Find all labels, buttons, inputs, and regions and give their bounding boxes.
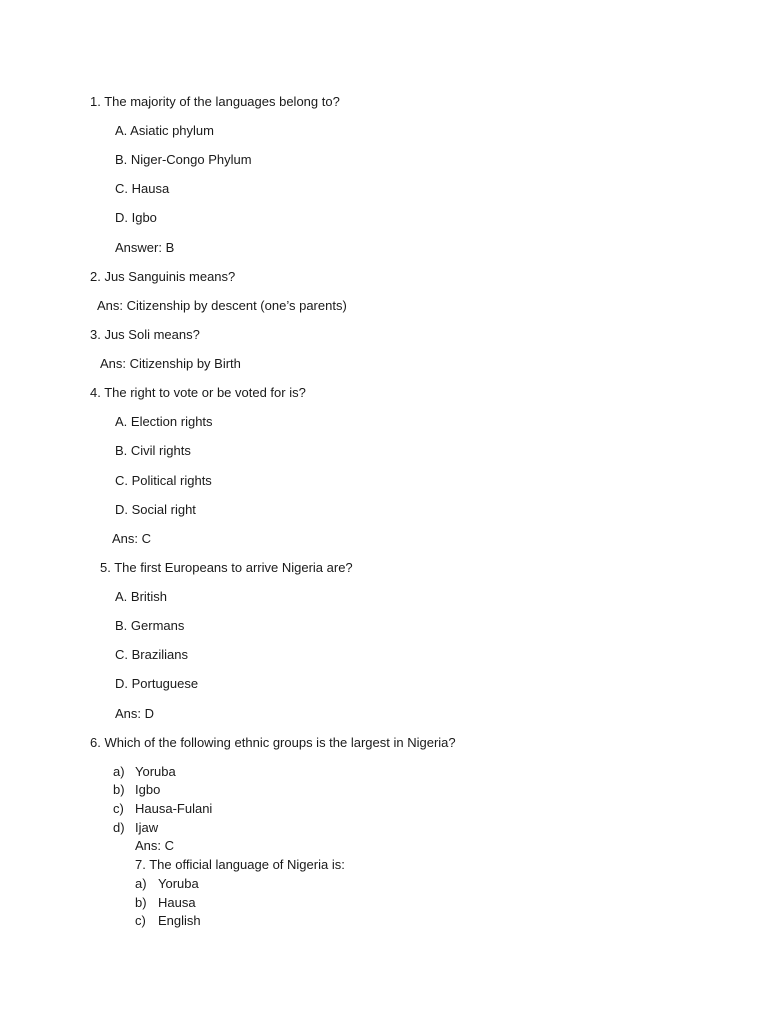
q6-answer: Ans: C bbox=[135, 838, 175, 853]
q1-option-b: B. Niger-Congo Phylum bbox=[115, 152, 252, 167]
question-4: 4. The right to vote or be voted for is? bbox=[90, 385, 306, 400]
q6-option-d-label: d) bbox=[113, 820, 125, 835]
q6-option-d-text: Ijaw bbox=[135, 820, 159, 835]
q4-option-c: C. Political rights bbox=[115, 473, 212, 488]
q1-option-c: C. Hausa bbox=[115, 181, 170, 196]
question-6: 6. Which of the following ethnic groups is the largest in Nigeria? bbox=[90, 735, 456, 750]
q5-option-b: B. Germans bbox=[115, 618, 185, 633]
question-1: 1. The majority of the languages belong to? bbox=[90, 94, 340, 109]
q7-option-b-text: Hausa bbox=[158, 895, 196, 910]
q7-option-c-text: English bbox=[158, 913, 201, 928]
q5-answer: Ans: D bbox=[115, 706, 155, 721]
q4-answer: Ans: C bbox=[112, 531, 152, 546]
q5-option-a: A. British bbox=[115, 589, 168, 604]
q6-option-c-label: c) bbox=[113, 801, 124, 816]
question-5: 5. The first Europeans to arrive Nigeria are? bbox=[100, 560, 353, 575]
q7-option-c bbox=[135, 913, 201, 929]
q6-option-a-text: Yoruba bbox=[135, 764, 176, 779]
question-3: 3. Jus Soli means? bbox=[90, 327, 200, 342]
q5-option-c: C. Brazilians bbox=[115, 647, 188, 662]
question-2: 2. Jus Sanguinis means? bbox=[90, 269, 236, 284]
q7-option-b bbox=[135, 895, 196, 911]
q7-option-a bbox=[135, 876, 199, 892]
q3-answer: Ans: Citizenship by Birth bbox=[100, 356, 241, 371]
q6-option-d bbox=[113, 820, 159, 836]
q7-option-c-label: c) bbox=[135, 913, 146, 928]
q6-option-b bbox=[113, 782, 161, 798]
q7-option-b-label: b) bbox=[135, 895, 147, 910]
q4-option-d: D. Social right bbox=[115, 502, 196, 517]
q7-option-a-label: a) bbox=[135, 876, 147, 891]
q4-option-a: A. Election rights bbox=[115, 414, 213, 429]
q1-option-a: A. Asiatic phylum bbox=[115, 123, 214, 138]
q6-option-b-text: Igbo bbox=[135, 782, 161, 797]
question-7: 7. The official language of Nigeria is: bbox=[135, 857, 345, 872]
q1-answer: Answer: B bbox=[115, 240, 175, 255]
q5-option-d: D. Portuguese bbox=[115, 676, 199, 691]
q6-option-b-label: b) bbox=[113, 782, 125, 797]
q6-option-c bbox=[113, 801, 213, 817]
q1-option-d: D. Igbo bbox=[115, 210, 157, 225]
q7-option-a-text: Yoruba bbox=[158, 876, 199, 891]
q2-answer: Ans: Citizenship by descent (one’s parents) bbox=[97, 298, 347, 313]
q6-option-c-text: Hausa-Fulani bbox=[135, 801, 213, 816]
q4-option-b: B. Civil rights bbox=[115, 443, 191, 458]
q6-option-a-label: a) bbox=[113, 764, 125, 779]
q6-option-a bbox=[113, 764, 176, 780]
